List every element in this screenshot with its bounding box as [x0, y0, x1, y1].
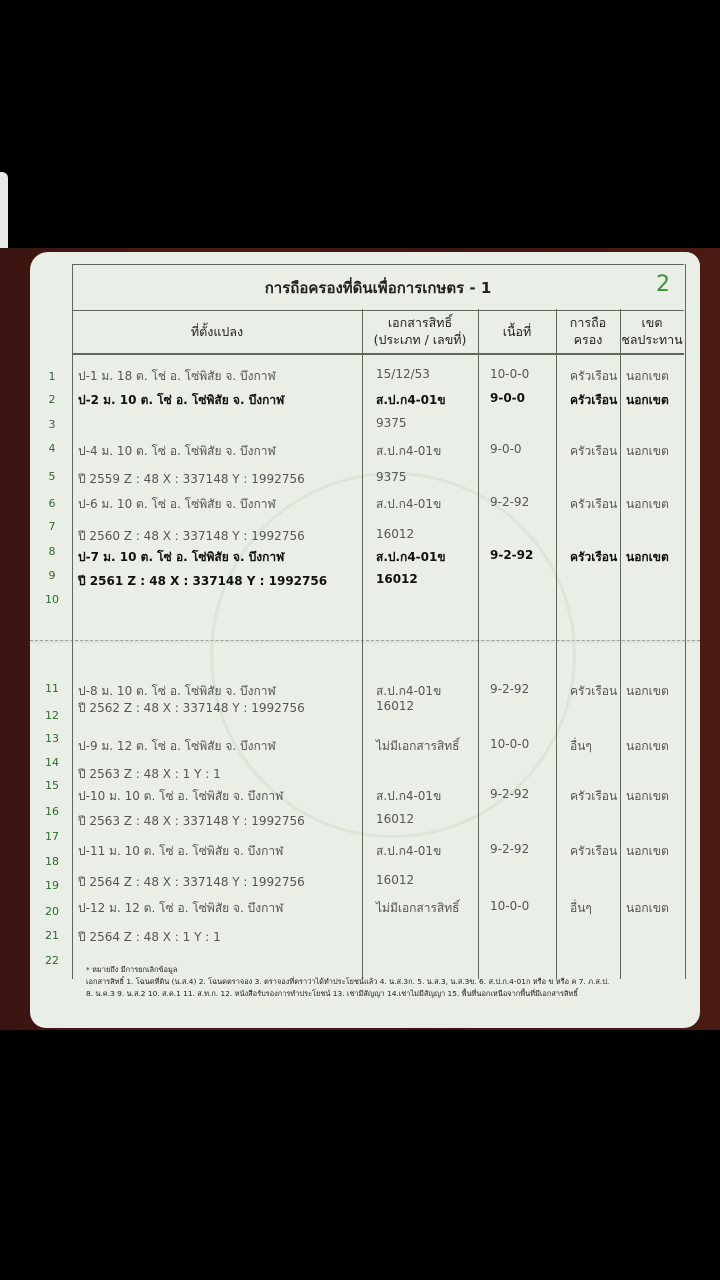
entry-zone: นอกเขต	[626, 684, 669, 698]
entry-zone: นอกเขต	[626, 393, 669, 407]
legend-line: เอกสารสิทธิ์ 1. โฉนดที่ดิน (น.ส.4) 2. โฉนดตราจอง 3. ตราจองที่ตราว่าได้ทำประโยชน์แล้ว 4. น.ส.3ก. 5. น.ส.3, น.ส.3ข. 6. ส.ป.ก.4-01ก หรือ ข หรือ ค 7. ภ.ส.ป.	[86, 977, 610, 986]
column-divider	[478, 309, 479, 979]
entry-location: ป-9 ม. 12 ต. โซ่ อ. โซ่พิสัย จ. บึงกาฬ	[78, 739, 276, 753]
entry-zone: นอกเขต	[626, 901, 669, 915]
row-number: 7	[48, 520, 56, 533]
entry-location: ป-2 ม. 10 ต. โซ่ อ. โซ่พิสัย จ. บึงกาฬ	[78, 393, 285, 407]
row-number: 9	[48, 569, 56, 582]
entry-area: 9-2-92	[490, 787, 530, 801]
row-number: 15	[45, 779, 59, 792]
legend	[86, 964, 676, 1000]
entry-own: อื่นๆ	[570, 901, 592, 915]
entry-doc: 16012	[376, 812, 415, 826]
entry-own: ครัวเรือน	[570, 844, 618, 858]
entry-doc: 9375	[376, 416, 407, 430]
row-number: 19	[45, 879, 59, 892]
row-number: 4	[48, 442, 56, 455]
entry-zone: นอกเขต	[626, 444, 669, 458]
row-number: 5	[48, 470, 56, 483]
entry-doc: ส.ป.ก4-01ข	[376, 497, 442, 511]
entry-doc: 9375	[376, 470, 407, 484]
row-number: 6	[48, 497, 56, 510]
entry-zone: นอกเขต	[626, 844, 669, 858]
column-divider	[620, 309, 621, 979]
row-number: 20	[45, 905, 59, 918]
row-number: 10	[45, 593, 59, 606]
entry-zone: นอกเขต	[626, 739, 669, 753]
row-number: 3	[48, 418, 56, 431]
land-document-page	[30, 252, 700, 1028]
entry-location: ปี 2559 Z : 48 X : 337148 Y : 1992756	[78, 472, 305, 486]
entry-doc: 16012	[376, 527, 415, 541]
row-number: 11	[45, 682, 59, 695]
entry-own: ครัวเรือน	[570, 550, 618, 564]
entry-location: ป-10 ม. 10 ต. โซ่ อ. โซ่พิสัย จ. บึงกาฬ	[78, 789, 284, 803]
row-number: 16	[45, 805, 59, 818]
entry-zone: นอกเขต	[626, 789, 669, 803]
entry-doc: ส.ป.ก4-01ข	[376, 444, 442, 458]
entry-area: 10-0-0	[490, 899, 530, 913]
entry-zone: นอกเขต	[626, 497, 669, 511]
entry-doc: ไม่มีเอกสารสิทธิ์	[376, 739, 460, 753]
entry-location: ปี 2563 Z : 48 X : 1 Y : 1	[78, 767, 221, 781]
row-number: 22	[45, 954, 59, 967]
entry-doc: ส.ป.ก4-01ข	[376, 684, 442, 698]
row-number: 1	[48, 370, 56, 383]
entry-zone: นอกเขต	[626, 369, 669, 383]
entry-location: ปี 2562 Z : 48 X : 337148 Y : 1992756	[78, 701, 305, 715]
header-location: ที่ตั้งแปลง	[72, 309, 362, 355]
title-bar	[72, 264, 684, 311]
entry-doc: ส.ป.ก4-01ข	[376, 393, 446, 407]
row-number: 12	[45, 709, 59, 722]
row-number: 17	[45, 830, 59, 843]
entry-area: 10-0-0	[490, 367, 530, 381]
entry-zone: นอกเขต	[626, 550, 669, 564]
header-document: เอกสารสิทธิ์ (ประเภท / เลขที่)	[362, 309, 478, 355]
entry-doc: ส.ป.ก4-01ข	[376, 844, 442, 858]
header-ownership: การถือครอง	[556, 309, 620, 355]
entry-location: ปี 2561 Z : 48 X : 337148 Y : 1992756	[78, 574, 328, 588]
row-number: 2	[48, 393, 56, 406]
entry-location: ปี 2560 Z : 48 X : 337148 Y : 1992756	[78, 529, 305, 543]
entry-location: ปี 2563 Z : 48 X : 337148 Y : 1992756	[78, 814, 305, 828]
entry-location: ป-4 ม. 10 ต. โซ่ อ. โซ่พิสัย จ. บึงกาฬ	[78, 444, 276, 458]
row-number: 14	[45, 756, 59, 769]
row-number: 18	[45, 855, 59, 868]
page-number: 2	[656, 272, 670, 297]
entry-location: ป-7 ม. 10 ต. โซ่ อ. โซ่พิสัย จ. บึงกาฬ	[78, 550, 285, 564]
entry-location: ป-8 ม. 10 ต. โซ่ อ. โซ่พิสัย จ. บึงกาฬ	[78, 684, 276, 698]
entry-own: ครัวเรือน	[570, 789, 618, 803]
entry-area: 10-0-0	[490, 737, 530, 751]
entry-doc: 15/12/53	[376, 367, 430, 381]
entry-own: ครัวเรือน	[570, 393, 618, 407]
entry-area: 9-2-92	[490, 682, 530, 696]
column-divider	[556, 309, 557, 979]
entry-area: 9-2-92	[490, 842, 530, 856]
entry-location: ปี 2564 Z : 48 X : 337148 Y : 1992756	[78, 875, 305, 889]
entry-doc: ส.ป.ก4-01ข	[376, 550, 446, 564]
legend-line: 8. น.ค.3 9. น.ส.2 10. ส.ค.1 11. ส.ท.ก. 12. หนังสือรับรองการทำประโยชน์ 13. เช่ามีสัญญา 14.เช่าไม่มีสัญญา 15. พื้นที่นอกเหนือจากพื้นที่มีเอกสารสิทธิ์	[86, 989, 578, 998]
entry-location: ป-1 ม. 18 ต. โช่ อ. โซ่พิสัย จ. บึงกาฬ	[78, 369, 276, 383]
row-number: 13	[45, 732, 59, 745]
header-area: เนื้อที่	[478, 309, 556, 355]
page-title: การถือครองที่ดินเพื่อการเกษตร - 1	[264, 278, 492, 297]
entry-own: อื่นๆ	[570, 739, 592, 753]
entry-location: ป-11 ม. 10 ต. โซ่ อ. โซ่พิสัย จ. บึงกาฬ	[78, 844, 284, 858]
entry-area: 9-2-92	[490, 548, 534, 562]
entry-doc: 16012	[376, 699, 415, 713]
entry-own: ครัวเรือน	[570, 497, 618, 511]
column-divider	[362, 309, 363, 979]
row-number: 21	[45, 929, 59, 942]
entry-area: 9-0-0	[490, 391, 526, 405]
entry-location: ป-6 ม. 10 ต. โซ่ อ. โซ่พิสัย จ. บึงกาฬ	[78, 497, 276, 511]
entry-location: ปี 2564 Z : 48 X : 1 Y : 1	[78, 930, 221, 944]
entry-doc: 16012	[376, 572, 418, 586]
entry-doc: ไม่มีเอกสารสิทธิ์	[376, 901, 460, 915]
entry-own: ครัวเรือน	[570, 444, 618, 458]
entry-area: 9-2-92	[490, 495, 530, 509]
legend-note: * หมายถึง มีการยกเลิกข้อมูล	[86, 965, 178, 974]
entry-doc: ส.ป.ก4-01ข	[376, 789, 442, 803]
row-number: 8	[48, 545, 56, 558]
entry-own: ครัวเรือน	[570, 684, 618, 698]
entry-doc: 16012	[376, 873, 415, 887]
entry-own: ครัวเรือน	[570, 369, 618, 383]
header-zone: เขต ชลประทาน	[620, 309, 684, 355]
entry-location: ป-12 ม. 12 ต. โซ่ อ. โซ่พิสัย จ. บึงกาฬ	[78, 901, 284, 915]
entry-area: 9-0-0	[490, 442, 522, 456]
